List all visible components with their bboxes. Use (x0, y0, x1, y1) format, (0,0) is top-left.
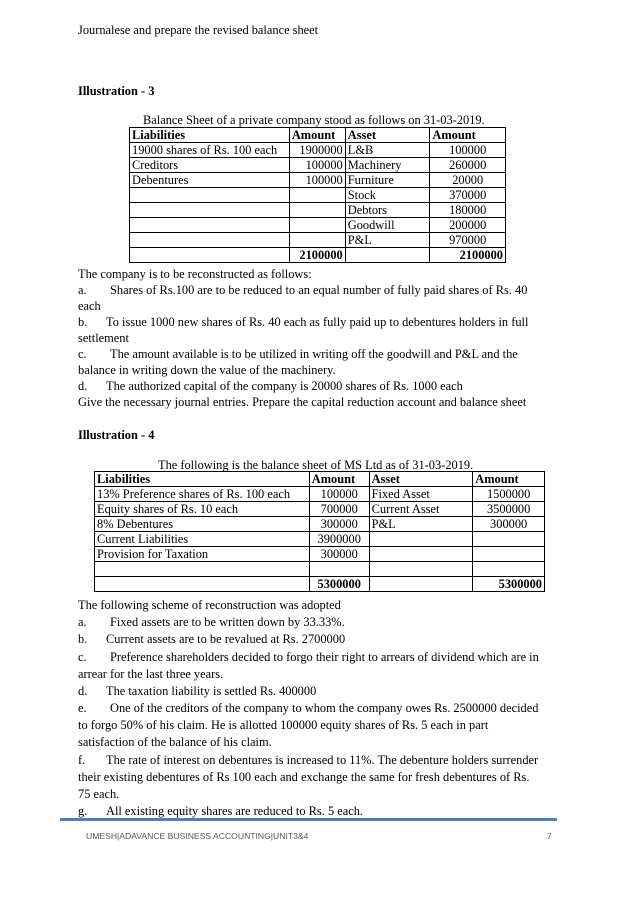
amount-cell: 100000 (430, 143, 506, 158)
list-item: The amount available is to be utilized in writing off the goodwill and P&L and the (110, 347, 518, 361)
liability-cell: Equity shares of Rs. 10 each (95, 502, 310, 517)
liability-cell: Current Liabilities (95, 532, 310, 547)
table-row (130, 233, 506, 248)
illustration-4-title: Illustration - 4 (78, 428, 155, 442)
amount-cell (289, 203, 345, 218)
liability-cell: 19000 shares of Rs. 100 each (130, 143, 290, 158)
illustration-4-balance-sheet (94, 471, 545, 592)
header-liabilities: Liabilities (95, 472, 310, 487)
amount-cell: 300000 (309, 517, 369, 532)
total-liabilities: 2100000 (289, 248, 345, 263)
list-marker: e. (78, 701, 87, 715)
illustration-3-caption: Balance Sheet of a private company stood as follows on 31-03-2019. (143, 113, 485, 127)
asset-cell: Current Asset (369, 502, 473, 517)
illustration-4-caption: The following is the balance sheet of MS Ltd as of 31-03-2019. (158, 458, 474, 472)
amount-cell (289, 218, 345, 233)
asset-cell (369, 562, 473, 577)
header-asset: Asset (345, 128, 430, 143)
liability-cell: Debentures (130, 173, 290, 188)
list-item: One of the creditors of the company to whom the company owes Rs. 2500000 decided (110, 701, 539, 715)
amount-cell: 180000 (430, 203, 506, 218)
amount-cell: 260000 (430, 158, 506, 173)
table-row (95, 487, 545, 502)
table-total-row (130, 248, 506, 263)
table-row (95, 532, 545, 547)
list-item: To issue 1000 new shares of Rs. 40 each as fully paid up to debentures holders in full (106, 315, 529, 329)
amount-cell: 100000 (309, 487, 369, 502)
asset-cell: Goodwill (345, 218, 430, 233)
total-blank-cell (369, 577, 473, 592)
list-marker: b. (78, 632, 88, 646)
list-marker: d. (78, 684, 88, 698)
amount-cell (473, 562, 545, 577)
liability-cell: Provision for Taxation (95, 547, 310, 562)
footer-text: UMESH|ADAVANCE BUSINESS ACCOUNTING|UNIT3&4 (86, 831, 309, 841)
page-header: Journalese and prepare the revised balance sheet (78, 23, 319, 37)
amount-cell: 100000 (289, 173, 345, 188)
illustration-3-title: Illustration - 3 (78, 84, 155, 98)
amount-cell (289, 188, 345, 203)
list-item-continued: balance in writing down the value of the machinery. (78, 363, 336, 377)
amount-cell: 1500000 (473, 487, 545, 502)
list-marker: b. (78, 315, 88, 329)
asset-cell: Fixed Asset (369, 487, 473, 502)
illustration-4-intro: The following scheme of reconstruction was adopted (78, 598, 341, 612)
table-row (130, 158, 506, 173)
table-row (130, 203, 506, 218)
asset-cell: Stock (345, 188, 430, 203)
asset-cell (369, 547, 473, 562)
table-row (130, 218, 506, 233)
liability-cell (130, 203, 290, 218)
amount-cell: 3500000 (473, 502, 545, 517)
illustration-3-instruction: Give the necessary journal entries. Prepare the capital reduction account and balance sheet (78, 395, 527, 409)
amount-cell (473, 532, 545, 547)
list-item: Shares of Rs.100 are to be reduced to an equal number of fully paid shares of Rs. 40 (110, 283, 528, 297)
total-label-cell (95, 577, 310, 592)
total-assets: 5300000 (473, 577, 545, 592)
asset-cell: L&B (345, 143, 430, 158)
total-liabilities: 5300000 (309, 577, 369, 592)
header-asset: Asset (369, 472, 473, 487)
asset-cell: P&L (369, 517, 473, 532)
table-row (130, 173, 506, 188)
amount-cell: 1900000 (289, 143, 345, 158)
list-item-continued: satisfaction of the balance of his claim. (78, 735, 272, 749)
table-row (95, 562, 545, 577)
list-marker: d. (78, 379, 88, 393)
amount-cell: 20000 (430, 173, 506, 188)
amount-cell (473, 547, 545, 562)
asset-cell: Furniture (345, 173, 430, 188)
amount-cell: 300000 (473, 517, 545, 532)
list-marker: g. (78, 804, 88, 818)
liability-cell: 8% Debentures (95, 517, 310, 532)
list-item: The taxation liability is settled Rs. 400000 (106, 684, 317, 698)
liability-cell (130, 233, 290, 248)
header-amount: Amount (289, 128, 345, 143)
list-marker: a. (78, 283, 87, 297)
header-liabilities: Liabilities (130, 128, 290, 143)
list-item-continued: 75 each. (78, 787, 120, 801)
list-item-continued: each (78, 299, 101, 313)
footer-divider (60, 818, 557, 821)
list-marker: a. (78, 615, 87, 629)
list-marker: c. (78, 347, 87, 361)
page-number: 7 (547, 831, 552, 841)
amount-cell (289, 233, 345, 248)
total-label-cell (130, 248, 290, 263)
list-marker: f. (78, 753, 86, 767)
amount-cell: 700000 (309, 502, 369, 517)
total-blank-cell (345, 248, 430, 263)
list-item-continued: to forgo 50% of his claim. He is allotted 100000 equity shares of Rs. 5 each in part (78, 718, 489, 732)
list-item: Current assets are to be revalued at Rs. 2700000 (106, 632, 346, 646)
liability-cell: Creditors (130, 158, 290, 173)
table-row (130, 143, 506, 158)
amount-cell: 3900000 (309, 532, 369, 547)
header-amount: Amount (309, 472, 369, 487)
list-item: Preference shareholders decided to forgo their right to arrears of dividend which are in (110, 650, 539, 664)
liability-cell (95, 562, 310, 577)
header-amount: Amount (473, 472, 545, 487)
table-header-row (130, 128, 506, 143)
list-item: The authorized capital of the company is 20000 shares of Rs. 1000 each (106, 379, 463, 393)
total-assets: 2100000 (430, 248, 506, 263)
table-header-row (95, 472, 545, 487)
table-row (95, 502, 545, 517)
illustration-3-intro: The company is to be reconstructed as follows: (78, 267, 312, 281)
list-item: Fixed assets are to be written down by 33.33%. (110, 615, 345, 629)
table-total-row (95, 577, 545, 592)
list-item-continued: their existing debentures of Rs 100 each and exchange the same for fresh debentures of Rs. (78, 770, 530, 784)
list-marker: c. (78, 650, 87, 664)
list-item-continued: arrear for the last three years. (78, 667, 224, 681)
list-item-continued: settlement (78, 331, 129, 345)
amount-cell: 200000 (430, 218, 506, 233)
liability-cell (130, 218, 290, 233)
amount-cell: 970000 (430, 233, 506, 248)
asset-cell: Machinery (345, 158, 430, 173)
amount-cell: 370000 (430, 188, 506, 203)
amount-cell: 100000 (289, 158, 345, 173)
header-amount: Amount (430, 128, 506, 143)
liability-cell (130, 188, 290, 203)
illustration-3-balance-sheet (129, 127, 506, 263)
table-row (95, 547, 545, 562)
list-item: All existing equity shares are reduced to Rs. 5 each. (106, 804, 364, 818)
amount-cell (309, 562, 369, 577)
amount-cell: 300000 (309, 547, 369, 562)
table-row (95, 517, 545, 532)
asset-cell (369, 532, 473, 547)
asset-cell: Debtors (345, 203, 430, 218)
asset-cell: P&L (345, 233, 430, 248)
liability-cell: 13% Preference shares of Rs. 100 each (95, 487, 310, 502)
list-item: The rate of interest on debentures is increased to 11%. The debenture holders surrender (106, 753, 539, 767)
table-row (130, 188, 506, 203)
